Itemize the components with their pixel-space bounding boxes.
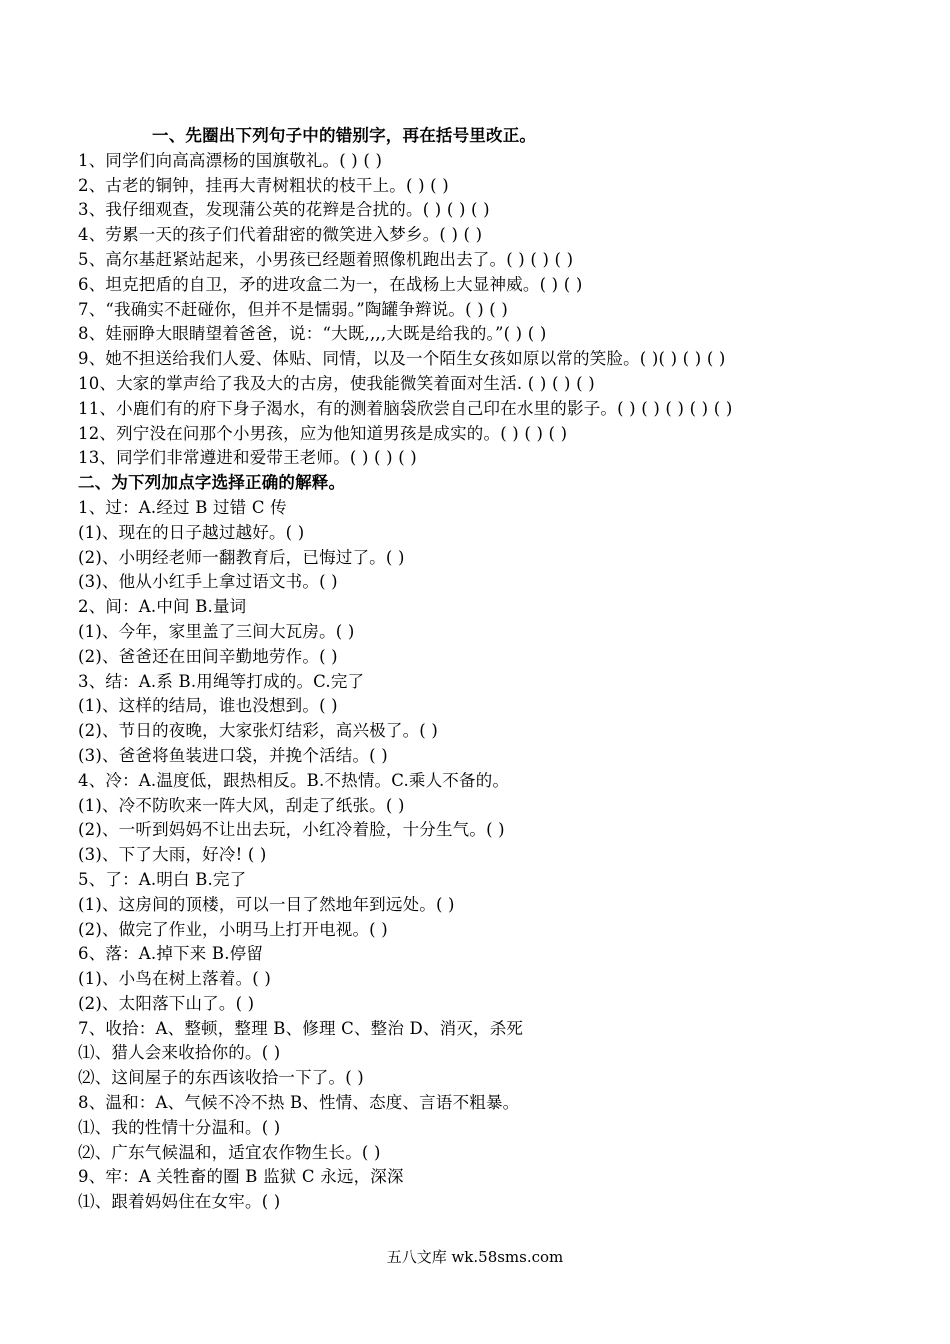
section1-item: 5、高尔基赶紧站起来，小男孩已经题着照像机跑出去了。( ) ( ) ( )	[78, 249, 574, 269]
section1-item: 13、同学们非常遵进和爱带王老师。( ) ( ) ( )	[78, 448, 417, 468]
section2-item: (1)、这房间的顶楼，可以一目了然地年到远处。( )	[78, 894, 455, 914]
section1-item: 4、劳累一天的孩子们代着甜密的微笑进入梦乡。( ) ( )	[78, 225, 483, 245]
section1-item: 3、我仔细观查，发现蒲公英的花辫是合扰的。( ) ( ) ( )	[78, 200, 490, 220]
section2-item: (1)、今年，家里盖了三间大瓦房。( )	[78, 621, 355, 641]
section1-item: 11、小鹿们有的府下身子渴水，有的测着脑袋欣尝自己印在水里的影子。( ) ( ) ( ) ( ) ( )	[78, 398, 733, 418]
section1-item: 7、“我确实不赶碰你，但并不是懦弱。”陶罐争辫说。( ) ( )	[78, 299, 509, 319]
section2-title: 二、为下列加点字选择正确的解释。	[78, 473, 346, 493]
section2-item: ⑴、我的性情十分温和。( )	[78, 1117, 281, 1137]
section2-item: (3)、爸爸将鱼装进口袋，并挽个活结。( )	[78, 745, 388, 765]
section1-item: 10、大家的掌声给了我及大的古房，使我能微笑着面对生活. ( ) ( ) ( )	[78, 373, 595, 393]
section1-item: 1、同学们向高高漂杨的国旗敬礼。( ) ( )	[78, 150, 383, 170]
section2-item: 7、收拾：A、整顿，整理 B、修理 C、整治 D、消灭，杀死	[78, 1018, 524, 1038]
section2-item: 1、过：A.经过 B 过错 C 传	[78, 497, 287, 517]
section2-item: (1)、冷不防吹来一阵大风，刮走了纸张。( )	[78, 795, 405, 815]
section1-item: 6、坦克把盾的自卫，矛的进攻盒二为一，在战杨上大显神威。( ) ( )	[78, 274, 583, 294]
section1-items	[78, 149, 938, 471]
section2-item: (3)、下了大雨，好冷! ( )	[78, 845, 267, 865]
section1-item: 9、她不担送给我们人爱、体贴、同情，以及一个陌生女孩如原以常的笑脸。( )( ) ( ) ( )	[78, 349, 726, 369]
section2-item: (2)、节日的夜晚，大家张灯结彩，高兴极了。( )	[78, 721, 438, 741]
section2-item: (2)、爸爸还在田间辛勤地劳作。( )	[78, 646, 338, 666]
section2-items	[78, 496, 938, 1215]
section2-item: 2、间：A.中间 B.量词	[78, 597, 247, 617]
section2-item: 8、温和：A、气候不冷不热 B、性情、态度、言语不粗暴。	[78, 1093, 520, 1113]
footer-watermark: 五八文库 wk.58sms.com	[386, 1248, 564, 1266]
section2-item: (1)、小鸟在树上落着。( )	[78, 969, 271, 989]
section2-item: (2)、太阳落下山了。( )	[78, 993, 255, 1013]
section2-item: (3)、他从小红手上拿过语文书。( )	[78, 572, 338, 592]
section2-item: (1)、现在的日子越过越好。( )	[78, 522, 305, 542]
section2-item: 3、结：A.系 B.用绳等打成的。C.完了	[78, 671, 365, 691]
section1-item: 2、古老的铜钟，挂再大青树粗状的枝干上。( ) ( )	[78, 175, 449, 195]
section2-item: (2)、一听到妈妈不让出去玩，小红冷着脸，十分生气。( )	[78, 820, 505, 840]
section2-item: ⑵、这间屋子的东西该收拾一下了。( )	[78, 1068, 364, 1088]
section2-item: (1)、这样的结局，谁也没想到。( )	[78, 696, 338, 716]
section2-item: (2)、小明经老师一翻教育后，已悔过了。( )	[78, 547, 405, 567]
section2-item: 6、落：A.掉下来 B.停留	[78, 944, 264, 964]
section2-item: ⑴、猎人会来收拾你的。( )	[78, 1043, 281, 1063]
worksheet-content	[78, 124, 938, 1215]
section2-item: ⑴、跟着妈妈住在女牢。( )	[78, 1192, 281, 1212]
section1-item: 8、娃丽睁大眼睛望着爸爸，说：“大既,,,,大既是给我的。”( ) ( )	[78, 324, 547, 344]
section2-item: (2)、做完了作业，小明马上打开电视。( )	[78, 919, 388, 939]
section1-item: 12、列宁没在问那个小男孩，应为他知道男孩是成实的。( ) ( ) ( )	[78, 423, 568, 443]
section1-title: 一、先圈出下列句子中的错别字，再在括号里改正。	[152, 126, 537, 145]
section2-item: 9、牢：A 关牲畜的圈 B 监狱 C 永远，深深	[78, 1167, 404, 1187]
section2-item: 5、了：A.明白 B.完了	[78, 869, 247, 889]
section2-item: ⑵、广东气候温和，适宜农作物生长。( )	[78, 1142, 381, 1162]
section2-item: 4、冷：A.温度低，跟热相反。B.不热情。C.乘人不备的。	[78, 770, 510, 790]
